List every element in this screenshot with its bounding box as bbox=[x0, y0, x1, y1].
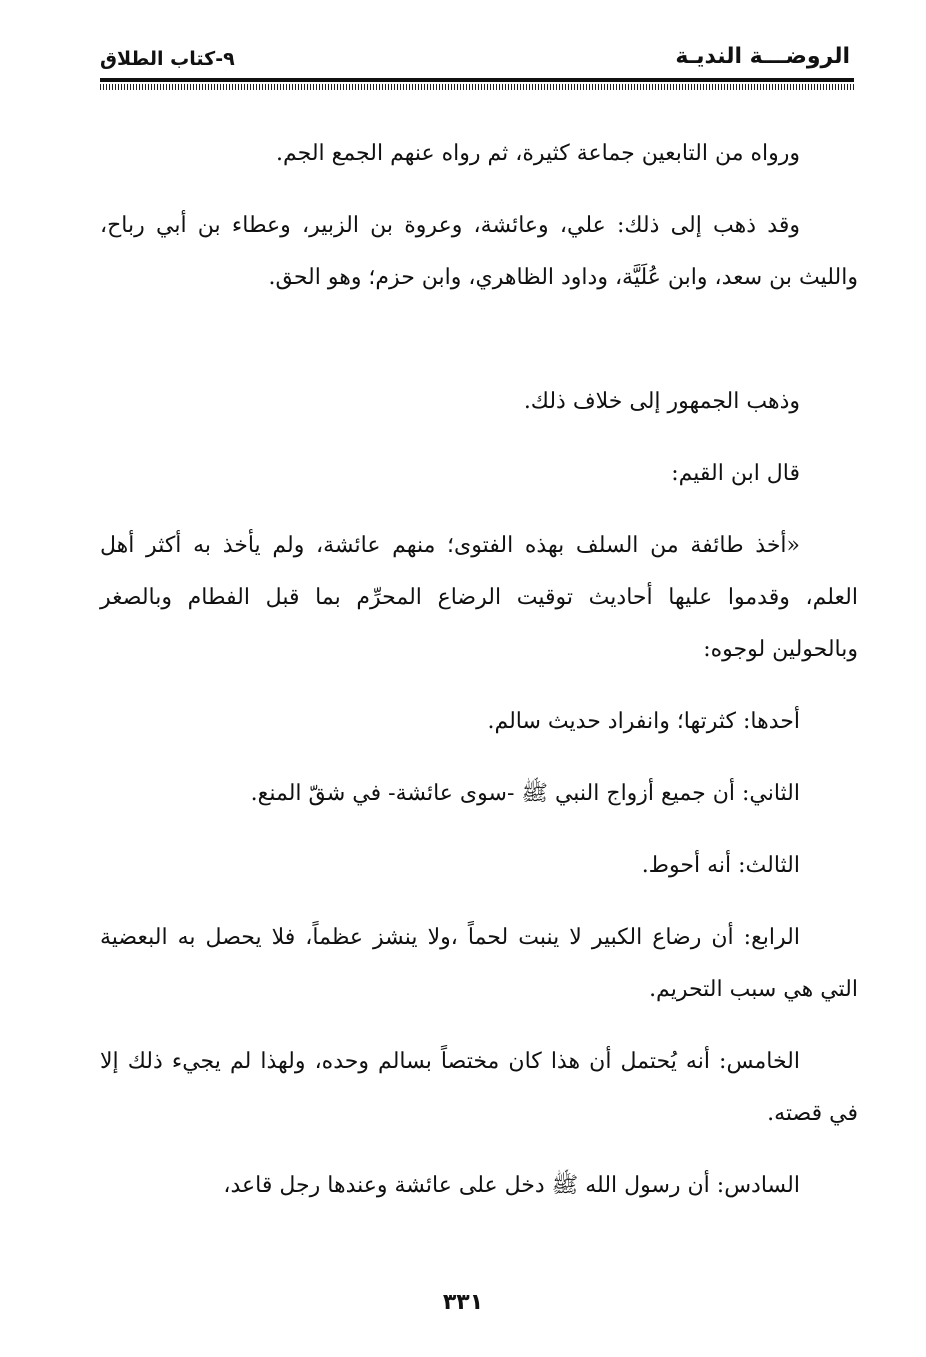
paragraph-10: الخامس: أنه يُحتمل أن هذا كان مختصاً بسالم وحده، ولهذا لم يجيء ذلك إلا في قصته. bbox=[100, 1049, 858, 1126]
body-text bbox=[100, 128, 858, 1232]
page-number: ٣٣١ bbox=[442, 1290, 484, 1315]
header-hatch-rule bbox=[100, 84, 854, 90]
chapter-title: ٩-كتاب الطلاق bbox=[100, 48, 235, 70]
paragraph-5: «أخذ طائفة من السلف بهذه الفتوى؛ منهم عائشة، ولم يأخذ به أكثر أهل العلم، وقدموا عليها أحاديث توقيت الرضاع المحرِّم بما قبل الفطام وبالصغر وبالحولين لوجوه: bbox=[100, 533, 858, 662]
paragraph-2: وقد ذهب إلى ذلك: علي، وعائشة، وعروة بن الزبير، وعطاء بن أبي رباح، والليث بن سعد، وابن عُلَيَّة، وداود الظاهري، وابن حزم؛ وهو الحق. bbox=[100, 213, 858, 290]
paragraph-7: الثاني: أن جميع أزواج النبي ﷺ -سوى عائشة- في شقّ المنع. bbox=[250, 781, 800, 806]
paragraph-8: الثالث: أنه أحوط. bbox=[641, 853, 800, 878]
paragraph-6: أحدها: كثرتها؛ وانفراد حديث سالم. bbox=[487, 709, 800, 734]
paragraph-1: ورواه من التابعين جماعة كثيرة، ثم رواه عنهم الجمع الجم. bbox=[275, 141, 800, 166]
header-rule bbox=[100, 78, 854, 82]
book-title: الروضـــة النديـة bbox=[675, 44, 850, 69]
page-header bbox=[100, 40, 854, 98]
paragraph-11: السادس: أن رسول الله ﷺ دخل على عائشة وعندها رجل قاعد، bbox=[223, 1173, 800, 1198]
paragraph-3: وذهب الجمهور إلى خلاف ذلك. bbox=[523, 389, 800, 414]
paragraph-9: الرابع: أن رضاع الكبير لا ينبت لحماً ،ولا ينشز عظماً، فلا يحصل به البعضية التي هي سبب التحريم. bbox=[100, 925, 858, 1002]
paragraph-4: قال ابن القيم: bbox=[671, 461, 800, 486]
